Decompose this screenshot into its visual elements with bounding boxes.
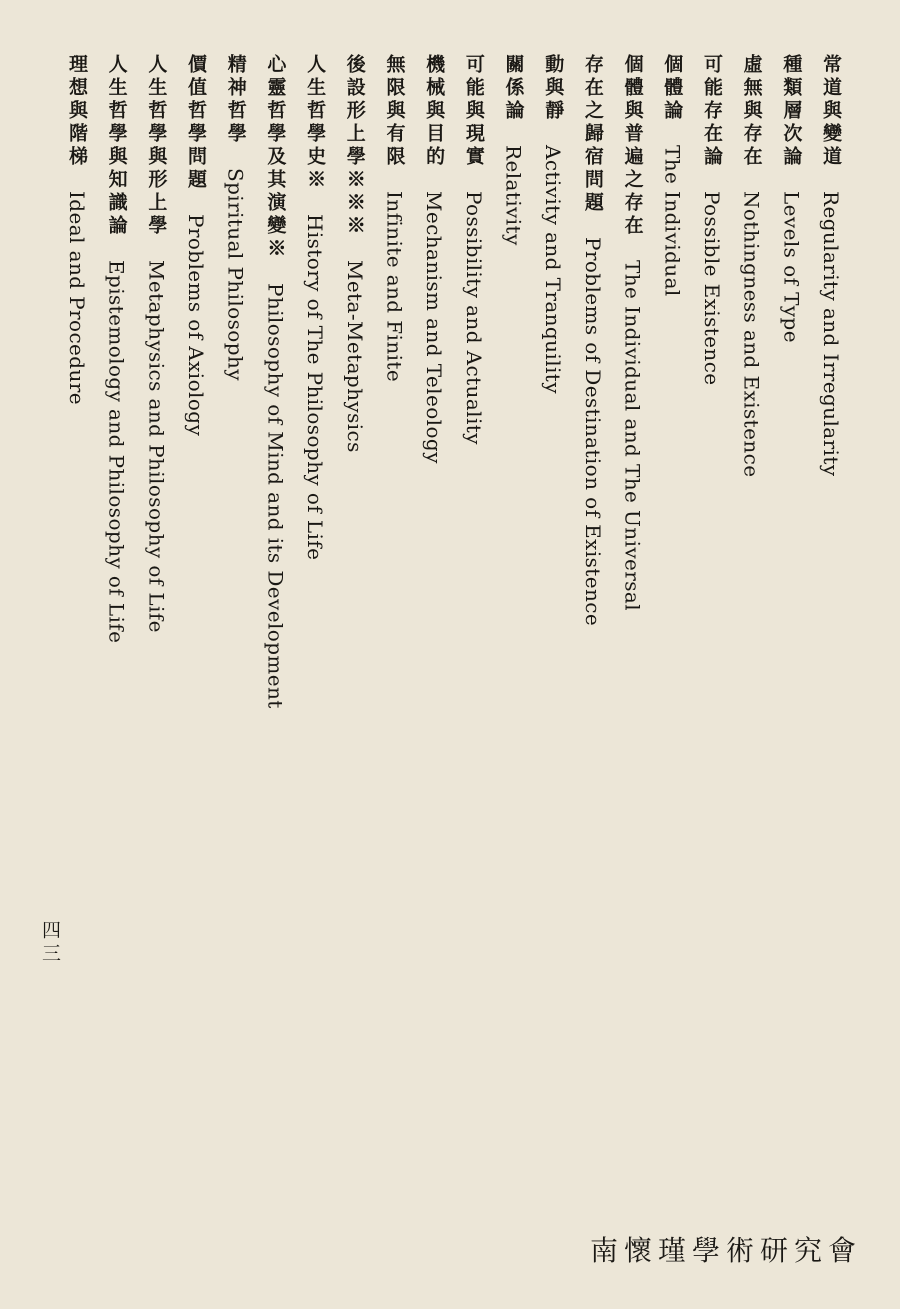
entry-2 (731, 50, 771, 950)
entry-12 (334, 50, 374, 950)
entry-10 (413, 50, 453, 950)
entry-english-title: Spiritual Philosophy (223, 168, 248, 381)
entry-chinese-title: 個體與普遍之存在 (621, 54, 644, 238)
entry-chinese-title: 理想與階梯 (65, 54, 88, 169)
entry-english-title: Metaphysics and Philosophy of Life (144, 260, 169, 633)
entry-chinese-title: 虛無與存在 (740, 54, 763, 169)
entry-english-title: History of The Philosophy of Life (303, 214, 328, 561)
entry-english-title: Problems of Axiology (184, 214, 208, 437)
entry-english-title: Ideal and Procedure (64, 191, 89, 405)
entry-english-title: Epistemology and Philosophy of Life (104, 260, 129, 644)
entry-chinese-title: 關係論 (502, 54, 525, 123)
entry-chinese-title: 心靈哲學及其演變※ (264, 54, 287, 261)
entry-english-title: Nothingness and Existence (739, 191, 764, 478)
entry-list (56, 50, 850, 950)
entry-19 (56, 50, 96, 950)
entry-13 (294, 50, 334, 950)
entry-11 (374, 50, 414, 950)
entry-chinese-title: 人生哲學與知識論 (105, 54, 128, 238)
entry-3 (691, 50, 731, 950)
entry-english-title: Possibility and Actuality (461, 191, 486, 445)
entry-chinese-title: 無限與有限 (383, 54, 406, 169)
entry-chinese-title: 精神哲學 (224, 54, 247, 146)
entry-14 (255, 50, 295, 950)
entry-english-title: The Individual and The Universal (620, 260, 645, 612)
entry-7 (533, 50, 573, 950)
entry-english-title: Possible Existence (699, 191, 724, 386)
publisher-name: 南懷瑾學術研究會 (589, 1234, 862, 1267)
entry-15 (215, 50, 255, 950)
entry-chinese-title: 個體論 (661, 54, 684, 123)
entry-9 (453, 50, 493, 950)
page-number: 四三 (39, 920, 61, 966)
entry-chinese-title: 存在之歸宿問題 (581, 54, 604, 215)
entry-chinese-title: 常道與變道 (820, 54, 842, 169)
entry-english-title: Problems of Destination of Existence (580, 237, 605, 627)
entry-english-title: Mechanism and Teleology (422, 191, 447, 464)
entry-17 (136, 50, 176, 950)
entry-18 (96, 50, 136, 950)
entry-english-title: Philosophy of Mind and its Development (263, 283, 288, 709)
entry-6 (572, 50, 612, 950)
entry-chinese-title: 人生哲學與形上學 (145, 54, 168, 238)
entry-english-title: Meta-Metaphysics (342, 260, 367, 453)
entry-1 (771, 50, 811, 950)
entry-chinese-title: 動與靜 (542, 54, 565, 123)
entry-0 (810, 50, 850, 950)
entry-english-title: Levels of Type (779, 191, 804, 343)
entry-5 (612, 50, 652, 950)
entry-english-title: Regularity and Irregularity (819, 191, 843, 477)
entry-english-title: Infinite and Finite (382, 191, 407, 383)
entry-4 (652, 50, 692, 950)
entry-chinese-title: 機械與目的 (423, 54, 446, 169)
entry-chinese-title: 後設形上學※※※ (343, 54, 366, 238)
entry-16 (175, 50, 215, 950)
entry-english-title: The Individual (660, 145, 685, 297)
entry-chinese-title: 可能與現實 (462, 54, 485, 169)
entry-chinese-title: 價值哲學問題 (185, 54, 207, 192)
entry-english-title: Activity and Tranquility (541, 145, 566, 394)
entry-chinese-title: 可能存在論 (700, 54, 723, 169)
entry-chinese-title: 人生哲學史※ (304, 54, 327, 192)
entry-chinese-title: 種類層次論 (780, 54, 803, 169)
entry-8 (493, 50, 533, 950)
entry-english-title: Relativity (501, 145, 526, 246)
